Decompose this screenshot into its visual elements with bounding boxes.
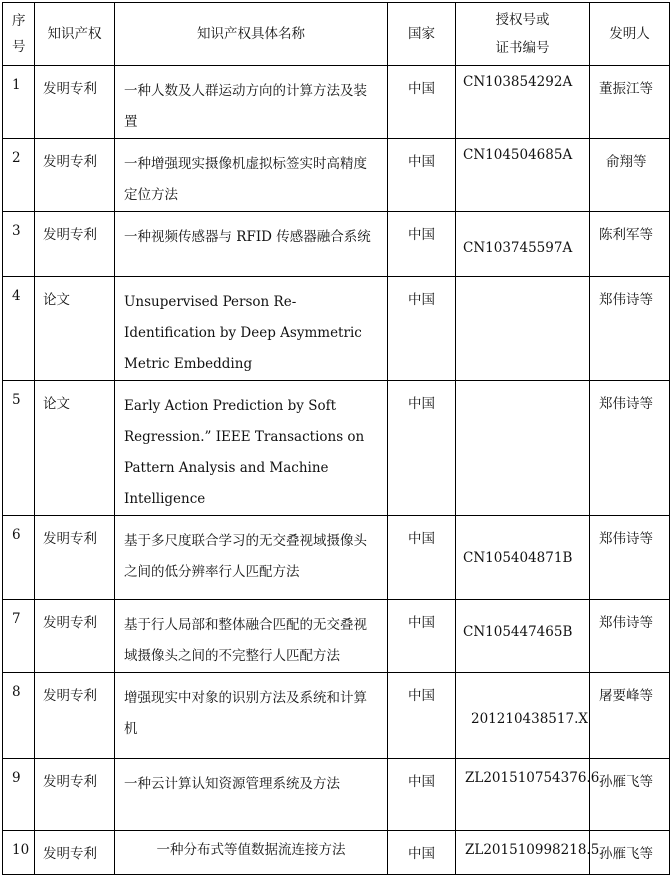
row-type: 发明专利 [35, 66, 115, 139]
table-row [3, 66, 670, 139]
row-name: Unsupervised Person Re-Identification by Deep Asymmetric Metric Embedding [115, 277, 388, 381]
row-number: 201210438517.X [456, 673, 590, 759]
row-name: 一种人数及人群运动方向的计算方法及装置 [115, 66, 388, 139]
row-number: CN105404871B [456, 516, 590, 600]
table-row [3, 139, 670, 212]
row-name: 一种增强现实摄像机虚拟标签实时高精度定位方法 [115, 139, 388, 212]
table-row [3, 673, 670, 759]
row-inventor: 陈利军等 [590, 212, 670, 277]
row-type: 发明专利 [35, 600, 115, 673]
row-type: 发明专利 [35, 673, 115, 759]
row-no: 10 [3, 831, 35, 875]
row-no: 6 [3, 516, 35, 600]
row-country: 中国 [388, 381, 456, 516]
row-name: Early Action Prediction by Soft Regression.” IEEE Transactions on Pattern Analysis and Machine Intelligence [115, 381, 388, 516]
row-inventor: 郑伟诗等 [590, 381, 670, 516]
table-row [3, 381, 670, 516]
header-name: 知识产权具体名称 [115, 3, 388, 66]
header-type: 知识产权 [35, 3, 115, 66]
row-inventor: 孙雁飞等 [590, 759, 670, 831]
row-country: 中国 [388, 600, 456, 673]
row-name: 一种云计算认知资源管理系统及方法 [115, 759, 388, 831]
row-number: CN104504685A [456, 139, 590, 212]
row-type: 发明专利 [35, 831, 115, 875]
header-row [3, 3, 670, 66]
row-number: CN103854292A [456, 66, 590, 139]
row-country: 中国 [388, 673, 456, 759]
row-inventor: 郑伟诗等 [590, 516, 670, 600]
row-type: 论文 [35, 381, 115, 516]
row-number [456, 277, 590, 381]
row-number [456, 381, 590, 516]
row-no: 4 [3, 277, 35, 381]
ip-table [2, 2, 670, 875]
header-number-line1: 授权号或 [495, 12, 550, 28]
row-inventor: 郑伟诗等 [590, 600, 670, 673]
row-no: 8 [3, 673, 35, 759]
row-name: 一种视频传感器与 RFID 传感器融合系统 [115, 212, 388, 277]
row-type: 论文 [35, 277, 115, 381]
row-name: 基于行人局部和整体融合匹配的无交叠视域摄像头之间的不完整行人匹配方法 [115, 600, 388, 673]
table-row [3, 516, 670, 600]
row-type: 发明专利 [35, 516, 115, 600]
table-row [3, 277, 670, 381]
row-inventor: 孙雁飞等 [590, 831, 670, 875]
row-country: 中国 [388, 212, 456, 277]
row-no: 7 [3, 600, 35, 673]
row-inventor: 董振江等 [590, 66, 670, 139]
header-number-line2: 证书编号 [495, 40, 550, 56]
header-number [456, 3, 590, 66]
row-country: 中国 [388, 831, 456, 875]
row-country: 中国 [388, 139, 456, 212]
row-no: 2 [3, 139, 35, 212]
row-type: 发明专利 [35, 759, 115, 831]
row-type: 发明专利 [35, 139, 115, 212]
row-name: 基于多尺度联合学习的无交叠视域摄像头之间的低分辨率行人匹配方法 [115, 516, 388, 600]
row-name: 一种分布式等值数据流连接方法 [115, 831, 388, 875]
table-row [3, 212, 670, 277]
row-country: 中国 [388, 516, 456, 600]
row-number: ZL201510998218.5 [456, 831, 590, 875]
row-country: 中国 [388, 66, 456, 139]
row-no: 5 [3, 381, 35, 516]
row-name: 增强现实中对象的识别方法及系统和计算机 [115, 673, 388, 759]
table-row [3, 759, 670, 831]
row-inventor: 屠要峰等 [590, 673, 670, 759]
row-inventor: 俞翔等 [590, 139, 670, 212]
row-number: CN103745597A [456, 212, 590, 277]
row-country: 中国 [388, 759, 456, 831]
table-row [3, 600, 670, 673]
row-number: ZL201510754376.6 [456, 759, 590, 831]
row-number: CN105447465B [456, 600, 590, 673]
header-inventor: 发明人 [590, 3, 670, 66]
row-country: 中国 [388, 277, 456, 381]
header-country: 国家 [388, 3, 456, 66]
row-no: 9 [3, 759, 35, 831]
row-no: 3 [3, 212, 35, 277]
table-row [3, 831, 670, 875]
row-type: 发明专利 [35, 212, 115, 277]
header-no: 序号 [3, 3, 35, 66]
row-no: 1 [3, 66, 35, 139]
row-inventor: 郑伟诗等 [590, 277, 670, 381]
